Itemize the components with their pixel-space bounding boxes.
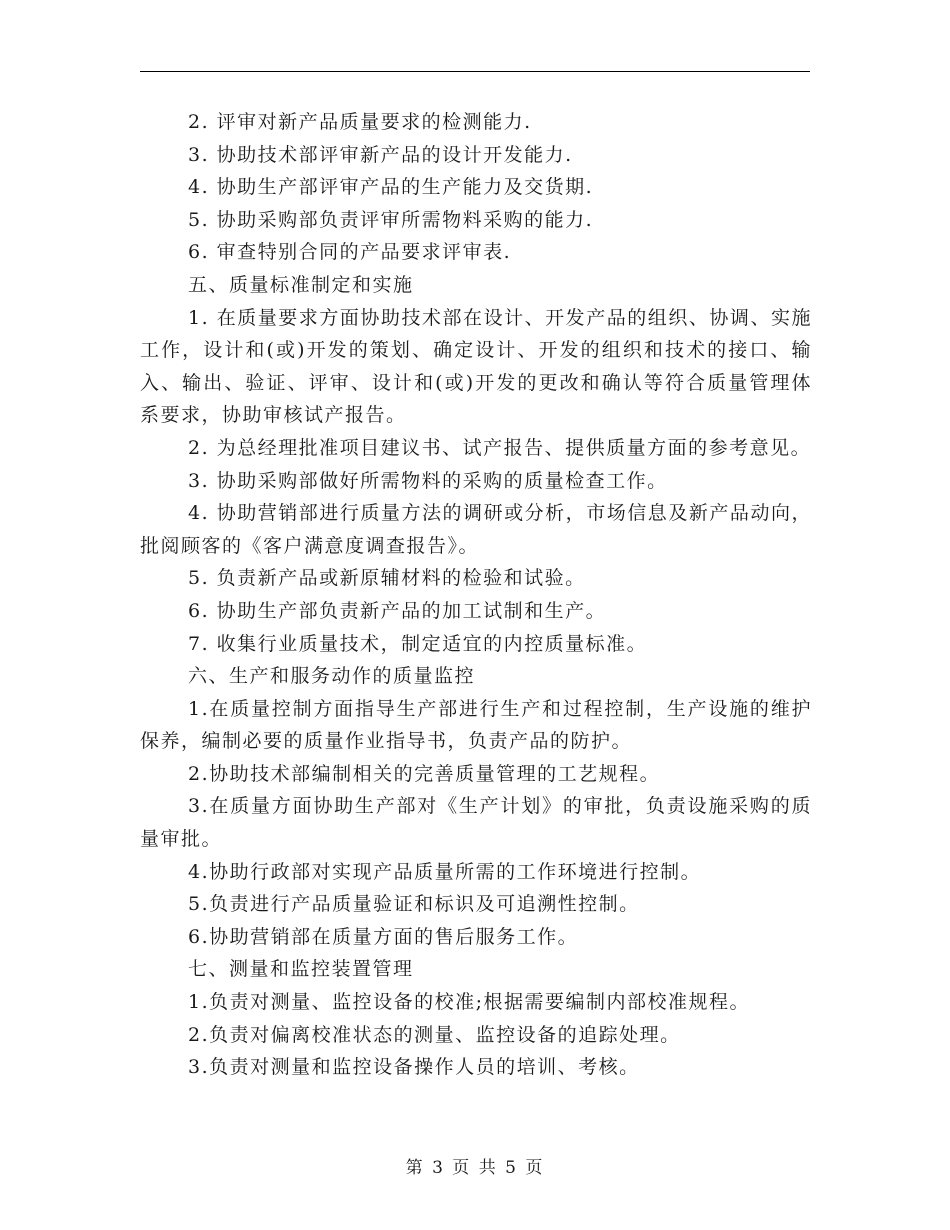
- paragraph-devices-1: 1.负责对测量、监控设备的校准;根据需要编制内部校准规程。: [188, 991, 751, 1014]
- paragraph-review-detection: 2. 评审对新产品质量要求的检测能力.: [188, 111, 532, 133]
- paragraph-monitoring-5: 5.负责进行产品质量验证和标识及可追溯性控制。: [188, 893, 640, 916]
- section-heading-quality-standards: 五、质量标准制定和实施: [188, 273, 414, 296]
- paragraph-review-design: 3. 协助技术部评审新产品的设计开发能力.: [188, 143, 573, 166]
- paragraph-standards-2: 2. 为总经理批准项目建议书、试产报告、提供质量方面的参考意见。: [188, 436, 812, 459]
- paragraph-devices-2: 2.负责对偏离校准状态的测量、监控设备的追踪处理。: [188, 1023, 681, 1046]
- paragraph-monitoring-2: 2.协助技术部编制相关的完善质量管理的工艺规程。: [188, 762, 661, 785]
- page-number-footer: 第 3 页 共 5 页: [405, 1158, 545, 1178]
- paragraph-standards-6: 6. 协助生产部负责新产品的加工试制和生产。: [188, 599, 607, 622]
- section-heading-measurement-devices: 七、测量和监控装置管理: [188, 958, 414, 981]
- paragraph-standards-4: 4. 协助营销部进行质量方法的调研或分析，市场信息及新产品动向，批阅顾客的《客户满意度调查报告》。: [140, 502, 812, 557]
- paragraph-review-purchase: 5. 协助采购部负责评审所需物料采购的能力.: [188, 208, 594, 231]
- section-heading-production-monitoring: 六、生产和服务动作的质量监控: [188, 665, 476, 688]
- paragraph-standards-1: 1. 在质量要求方面协助技术部在设计、开发产品的组织、协调、实施工作，设计和(或)开发的策划、确定设计、开发的组织和技术的接口、输入、输出、验证、评审、设计和(或)开发的更改和确认等符合质量管理体系要求，协助审核试产报告。: [140, 306, 812, 427]
- paragraph-monitoring-3: 3.在质量方面协助生产部对《生产计划》的审批，负责设施采购的质量审批。: [140, 795, 812, 851]
- paragraph-devices-3: 3.负责对测量和监控设备操作人员的培训、考核。: [188, 1056, 640, 1079]
- document-body: [140, 106, 812, 1084]
- paragraph-standards-3: 3. 协助采购部做好所需物料的采购的质量检查工作。: [188, 469, 668, 492]
- paragraph-monitoring-6: 6.协助营销部在质量方面的售后服务工作。: [188, 925, 579, 948]
- paragraph-monitoring-4: 4.协助行政部对实现产品质量所需的工作环境进行控制。: [188, 860, 702, 883]
- paragraph-standards-5: 5. 负责新产品或新原辅材料的检验和试验。: [188, 567, 586, 590]
- header-rule: [140, 71, 810, 72]
- paragraph-standards-7: 7. 收集行业质量技术，制定适宜的内控质量标准。: [188, 632, 648, 655]
- paragraph-review-contract: 6. 审查特别合同的产品要求评审表.: [188, 241, 512, 264]
- paragraph-monitoring-1: 1.在质量控制方面指导生产部进行生产和过程控制，生产设施的维护保养，编制必要的质量作业指导书，负责产品的防护。: [140, 697, 812, 753]
- paragraph-review-production: 4. 协助生产部评审产品的生产能力及交货期.: [188, 176, 594, 199]
